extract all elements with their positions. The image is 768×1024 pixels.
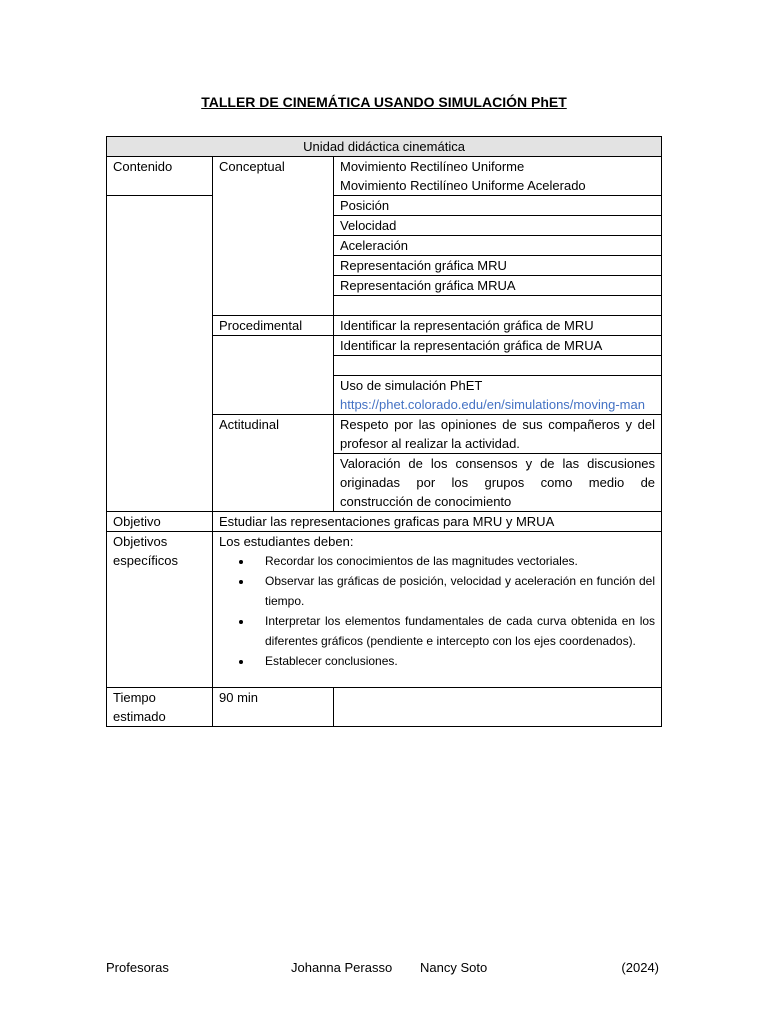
conceptual-item: Movimiento Rectilíneo Uniforme	[340, 159, 525, 174]
procedimental-item: Identificar la representación gráfica de MRU	[334, 316, 662, 336]
objetivo-label: Objetivo	[107, 512, 213, 532]
conceptual-item: Velocidad	[334, 216, 662, 236]
conceptual-continuation	[213, 196, 334, 216]
conceptual-continuation	[213, 296, 334, 316]
actitudinal-item: Respeto por las opiniones de sus compañeros y del profesor al realizar la actividad.	[334, 415, 662, 454]
conceptual-cell	[334, 157, 662, 196]
conceptual-item: Movimiento Rectilíneo Uniforme Acelerado	[340, 178, 586, 193]
contenido-label: Contenido	[107, 157, 213, 196]
procedimental-continuation	[213, 336, 334, 415]
contenido-continuation	[107, 196, 213, 512]
simulation-cell	[334, 376, 662, 415]
list-item: • Interpretar los elementos fundamentales de cada curva obtenida en los diferentes gráficos (pendiente e intercepto con los ejes coordenados).	[253, 611, 655, 651]
conceptual-item: Posición	[334, 196, 662, 216]
list-item: • Observar las gráficas de posición, velocidad y aceleración en función del tiempo.	[253, 571, 655, 611]
conceptual-item: Aceleración	[334, 236, 662, 256]
table-header-row	[107, 137, 662, 157]
objetivos-especificos-cell	[213, 532, 662, 688]
footer-author: Johanna Perasso	[291, 960, 393, 975]
empty-cell	[334, 296, 662, 316]
simulation-label: Uso de simulación PhET	[340, 378, 483, 393]
table-row	[107, 688, 662, 727]
footer-year: (2024)	[621, 960, 659, 975]
empty-cell	[334, 356, 662, 376]
conceptual-item: Representación gráfica MRU	[334, 256, 662, 276]
conceptual-continuation	[213, 216, 334, 236]
objetivo-value: Estudiar las representaciones graficas para MRU y MRUA	[213, 512, 662, 532]
conceptual-label: Conceptual	[213, 157, 334, 196]
tiempo-value: 90 min	[213, 688, 334, 727]
list-item: • Establecer conclusiones.	[253, 651, 655, 671]
list-item: • Recordar los conocimientos de las magnitudes vectoriales.	[253, 551, 655, 571]
conceptual-item: Representación gráfica MRUA	[334, 276, 662, 296]
table-row	[107, 512, 662, 532]
page-footer	[106, 960, 661, 980]
simulation-link[interactable]: https://phet.colorado.edu/en/simulations/moving-man	[340, 397, 645, 412]
table-row	[107, 196, 662, 216]
unit-table	[106, 136, 662, 727]
procedimental-item: Identificar la representación gráfica de MRUA	[334, 336, 662, 356]
empty-cell	[334, 688, 662, 727]
footer-author: Nancy Soto	[420, 960, 488, 975]
objetivos-intro: Los estudiantes deben:	[219, 534, 354, 549]
conceptual-continuation	[213, 256, 334, 276]
document-title: TALLER DE CINEMÁTICA USANDO SIMULACIÓN PhET	[201, 94, 567, 110]
actitudinal-item: Valoración de los consensos y de las discusiones originadas por los grupos como medio de construcción de conocimiento	[334, 454, 662, 512]
table-row	[107, 157, 662, 196]
tiempo-label: Tiempo estimado	[107, 688, 213, 727]
objetivos-list	[219, 551, 655, 671]
conceptual-continuation	[213, 236, 334, 256]
table-header: Unidad didáctica cinemática	[107, 137, 662, 157]
table-row	[107, 532, 662, 688]
procedimental-label: Procedimental	[213, 316, 334, 336]
objetivos-especificos-label: Objetivos específicos	[107, 532, 213, 688]
conceptual-continuation	[213, 276, 334, 296]
footer-role: Profesoras	[106, 960, 169, 975]
actitudinal-label: Actitudinal	[213, 415, 334, 512]
